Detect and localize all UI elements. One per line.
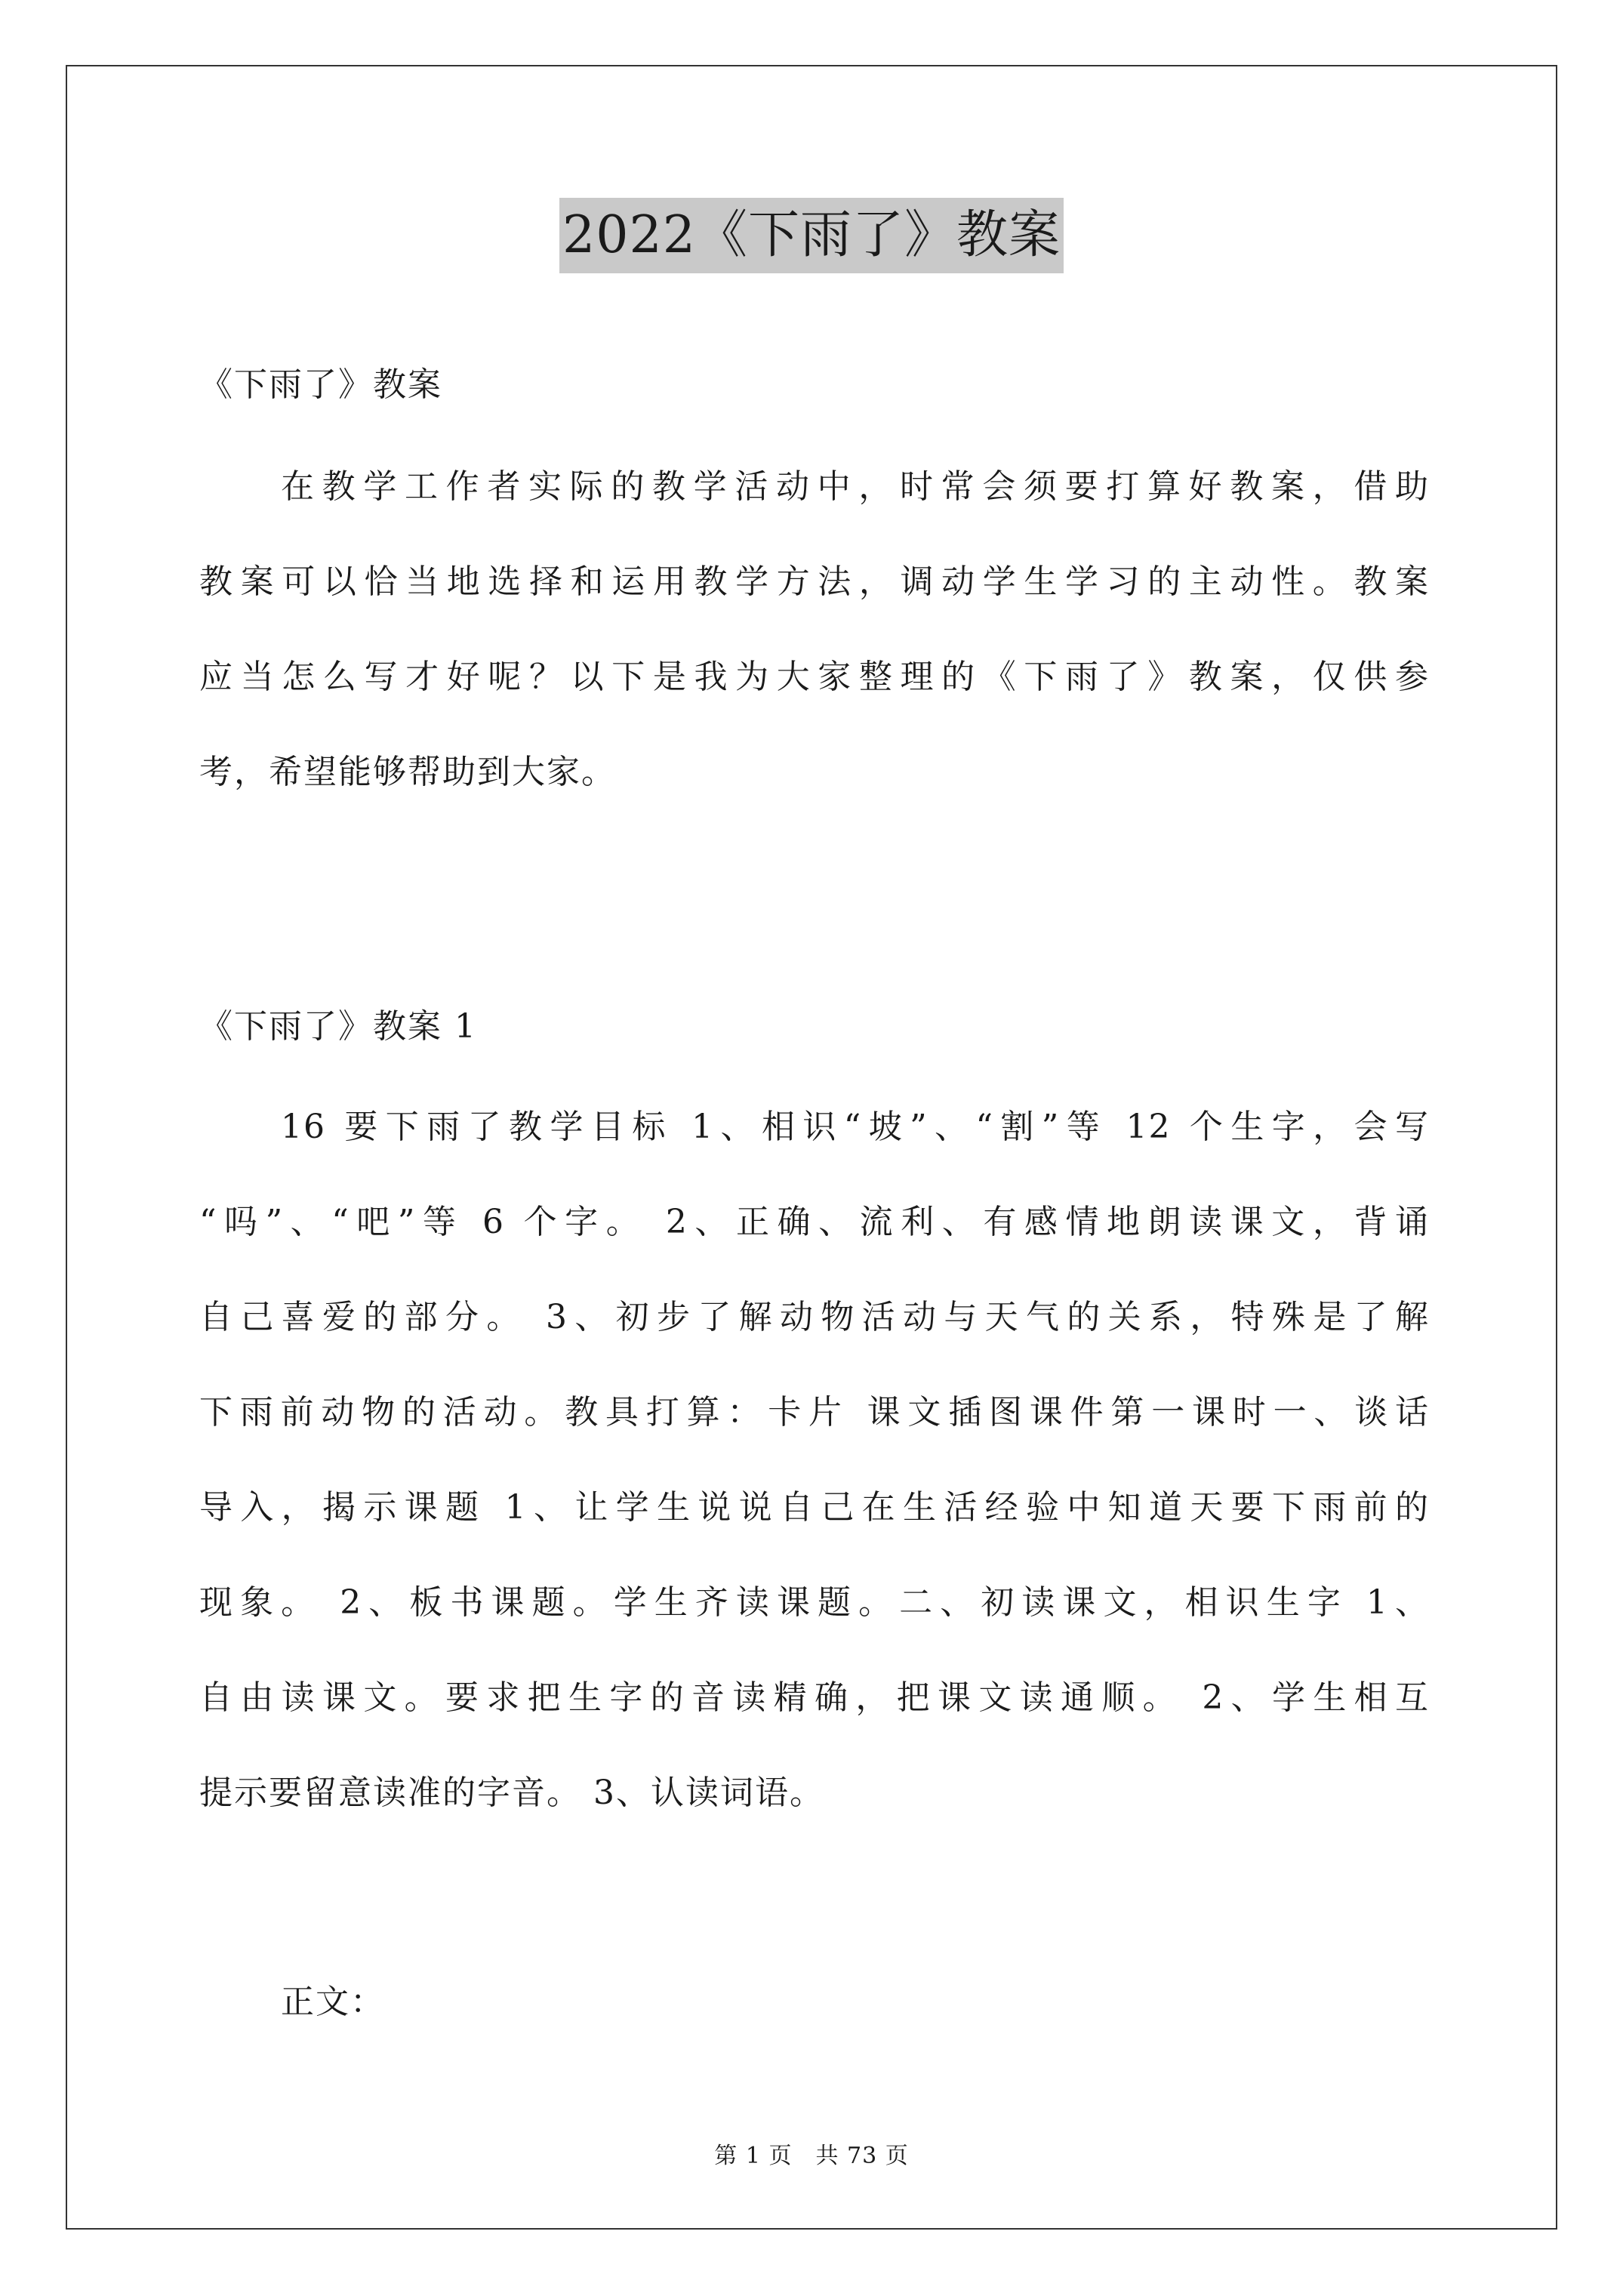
intro-line: 考，希望能够帮助到大家。 bbox=[199, 753, 616, 791]
body-line: 自己喜爱的部分。 3、初步了解动物活动与天气的关系，特殊是了解 bbox=[199, 1298, 1430, 1336]
section-heading-intro: 《下雨了》教案 bbox=[199, 365, 442, 404]
body-line: “吗”、“吧”等 6 个字。 2、正确、流利、有感情地朗读课文，背诵 bbox=[199, 1203, 1430, 1241]
page-footer: 第 1 页 共 73 页 bbox=[714, 2143, 909, 2169]
lesson-paragraph bbox=[199, 1080, 1430, 1841]
section-heading-1: 《下雨了》教案 1 bbox=[199, 1007, 477, 1046]
body-label: 正文： bbox=[281, 1983, 385, 2021]
body-line: 导入，揭示课题 1、让学生说说自己在生活经验中知道天要下雨前的 bbox=[199, 1488, 1430, 1527]
body-line: 下雨前动物的活动。教具打算：卡片 课文插图课件第一课时一、谈话 bbox=[199, 1393, 1430, 1432]
body-line: 提示要留意读准的字音。 3、认读词语。 bbox=[199, 1774, 824, 1812]
title-container bbox=[0, 198, 1623, 273]
intro-line: 在教学工作者实际的教学活动中，时常会须要打算好教案，借助 bbox=[281, 467, 1430, 506]
intro-line: 应当怎么写才好呢？以下是我为大家整理的《下雨了》教案，仅供参 bbox=[199, 658, 1430, 696]
body-line: 现象。 2、板书课题。学生齐读课题。二、初读课文，相识生字 1、 bbox=[199, 1583, 1430, 1622]
intro-line: 教案可以恰当地选择和运用教学方法，调动学生学习的主动性。教案 bbox=[199, 562, 1430, 601]
body-line: 自由读课文。要求把生字的音读精确，把课文读通顺。 2、学生相互 bbox=[199, 1678, 1430, 1717]
intro-paragraph bbox=[199, 439, 1430, 820]
body-line: 16 要下雨了教学目标 1、相识“坡”、“割”等 12 个生字，会写 bbox=[281, 1108, 1430, 1146]
document-title: 2022《下雨了》教案 bbox=[559, 198, 1064, 273]
